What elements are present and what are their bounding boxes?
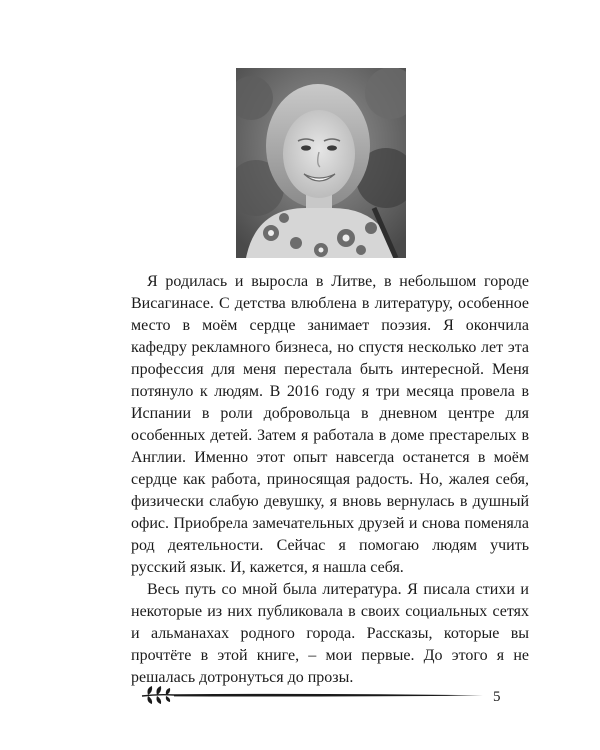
author-photo	[236, 68, 406, 258]
leaf-branch-icon	[140, 682, 485, 706]
bio-paragraph: Я родилась и выросла в Литве, в небольшом городе Висагинасе. С детства влюблена в литературу, особенное место в моём сердце занимает поэзия. Я окончила кафедру рекламного бизнеса, но спустя несколько лет эта профессия для меня перестала быть интересной. Меня потянуло к людям. В 2016 году я три месяца провела в Испании в роли добровольца в дневном центре для особенных детей. Затем я работала в доме престарелых в Англии. Именно этот опыт навсегда останется в моём сердце как работа, приносящая радость. Но, жалея себя, физически слабую девушку, я вновь вернулась в душный офис. Приобрела замечательных друзей и снова поменяла род деятельности. Сейчас я помогаю людям учить русский язык. И, кажется, я нашла себя.	[131, 273, 529, 576]
footer-ornament	[140, 682, 485, 706]
page-number: 5	[493, 689, 501, 705]
portrait-image	[236, 68, 406, 258]
bio-paragraph: Весь путь со мной была литература. Я писала стихи и некоторые из них публиковала в своих социальных сетях и альманахах родного города. Рассказы, которые вы прочтёте в этой книге, – мои первые. До этого я не решалась дотронуться до прозы.	[131, 581, 529, 686]
author-bio	[131, 271, 529, 689]
